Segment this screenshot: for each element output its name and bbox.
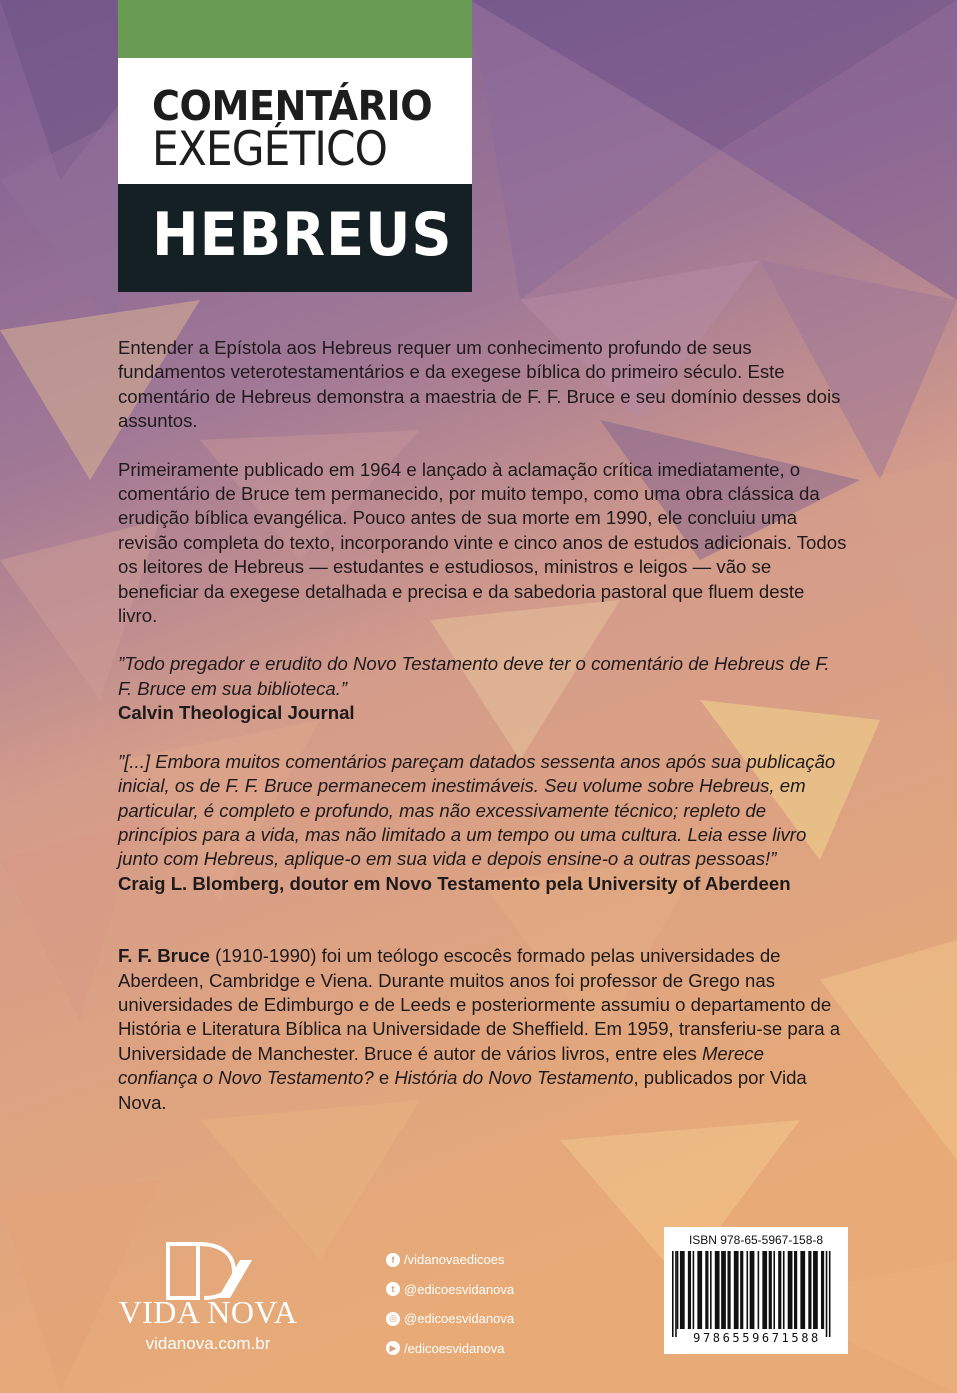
description-paragraph-1: Entender a Epístola aos Hebreus requer um conhecimento profundo de seus fundamentos veterotestamentários e da exegese bíblica do primeiro século. Este comentário de Hebreus demonstra a maestria de F. F. Bruce e seu domínio desses dois assuntos. (118, 337, 841, 432)
barcode-bar (734, 1251, 739, 1329)
author-bio (118, 944, 848, 1115)
facebook-icon: f (386, 1253, 400, 1267)
social-handle: @edicoesvidanova (404, 1281, 515, 1297)
barcode-bar (697, 1251, 702, 1329)
barcode-bar (758, 1251, 760, 1329)
endorsement-source-1: Calvin Theological Journal (118, 702, 355, 724)
social-link-youtube[interactable] (386, 1334, 586, 1364)
barcode-bars (672, 1251, 840, 1337)
publisher-url[interactable]: vidanova.com.br (145, 1334, 271, 1353)
author-name: F. F. Bruce (118, 945, 210, 967)
barcode-bar (746, 1251, 748, 1329)
barcode-bar (740, 1251, 743, 1329)
social-handle: /edicoesvidanova (404, 1340, 505, 1356)
barcode-bar (680, 1251, 685, 1329)
green-strip (118, 0, 472, 58)
title-block (118, 0, 472, 292)
series-title-line2: EXEGÉTICO (152, 122, 387, 177)
barcode-bar (762, 1251, 767, 1329)
series-title-line1: COMENTÁRIO (152, 82, 433, 130)
bio-text-1: (1910-1990) foi um teólogo escocês formado pelas universidades de Aberdeen, Cambridge e Viena. Durante muitos anos foi professor de Grego nas universidades de Edimburgo e de Leeds e posteriormente assumiu o departamento de História e Literatura Bíblica na Universidade de Sheffield. Em 1959, transferiu-se para a Universidade de Manchester. Bruce é autor de vários livros, entre eles (118, 945, 841, 1064)
barcode-bar (688, 1251, 691, 1329)
youtube-icon: ▶ (386, 1341, 400, 1355)
back-cover-text (118, 336, 848, 1115)
barcode-bar (773, 1251, 775, 1329)
instagram-icon: ◎ (386, 1312, 400, 1326)
barcode-bar (783, 1251, 785, 1329)
bio-text-2: e (373, 1067, 395, 1089)
social-handle: @edicoesvidanova (404, 1311, 515, 1327)
barcode-bar (769, 1251, 772, 1329)
endorsement-source-2: Craig L. Blomberg, doutor em Novo Testamento pela University of Aberdeen (118, 872, 791, 894)
publisher-logo (118, 1242, 298, 1362)
barcode-bar (821, 1251, 824, 1329)
barcode-bar (705, 1251, 708, 1329)
barcode-bar (750, 1251, 755, 1329)
bio-text-3: , publicados por Vida Nova. (118, 1067, 807, 1113)
bio-book-1: Merece confiança o Novo Testamento? (118, 1042, 764, 1089)
social-links (386, 1245, 586, 1363)
social-link-instagram[interactable] (386, 1304, 586, 1334)
endorsement-quote-2: ”[...] Embora muitos comentários pareçam datados sessenta anos após sua publicação inicial, os de F. F. Bruce permanecem inestimáveis. Seu volume sobre Hebreus, em particular, é completo e profundo, mas não excessivamente técnico; repleto de princípios para a vida, mas não limitado a um tempo ou uma cultura. Leia esse livro junto com Hebreus, aplique-o em sua vida e depois ensine-o a outras pessoas!” (118, 750, 836, 870)
barcode-guard-bar (826, 1251, 828, 1337)
description-paragraph-2: Primeiramente publicado em 1964 e lançado à aclamação crítica imediatamente, o comentário de Bruce tem permanecido, por muito tempo, como uma obra clássica da erudição bíblica evangélica. Pouco antes de sua morte em 1990, ele concluiu uma revisão completa do texto, incorporando vinte e cinco anos de estudos adicionais. Todos os leitores de Hebreus — estudantes e estudiosos, ministros e leigos — vão se beneficiar da exegese detalhada e precisa e da sabedoria pastoral que fluem deste livro. (118, 458, 847, 627)
barcode-bar (794, 1251, 797, 1329)
barcode-bar (800, 1251, 805, 1329)
barcode-bar (721, 1251, 726, 1329)
vida-nova-logo-icon (164, 1242, 254, 1300)
barcode-bar (727, 1251, 730, 1329)
barcode-bar (710, 1251, 712, 1329)
barcode-bar (808, 1251, 811, 1329)
social-handle: /vidanovaedicoes (404, 1252, 505, 1268)
book-title: HEBREUS (152, 200, 453, 270)
bio-book-2: História do Novo Testamento (394, 1067, 634, 1089)
social-link-twitter[interactable] (386, 1275, 586, 1305)
isbn-digits: 9786559671588 (693, 1331, 821, 1345)
barcode-guard-bar (829, 1251, 831, 1337)
barcode-bar (677, 1251, 679, 1329)
barcode-bar (715, 1251, 720, 1329)
barcode-guard-bar (672, 1251, 674, 1337)
social-link-facebook[interactable] (386, 1245, 586, 1275)
publisher-name: VIDA NOVA (118, 1294, 298, 1330)
barcode-guard-bar (675, 1251, 677, 1337)
barcode-bar (788, 1251, 793, 1329)
twitter-icon: t (386, 1282, 400, 1296)
barcode-bar (693, 1251, 695, 1329)
endorsement-quote-1: ”Todo pregador e erudito do Novo Testamento deve ter o comentário de Hebreus de F. F. Bruce em sua biblioteca.” (118, 653, 830, 699)
barcode-bar (813, 1251, 818, 1329)
isbn-label: ISBN 978-65-5967-158-8 (688, 1233, 824, 1247)
isbn-barcode (664, 1227, 848, 1354)
barcode-bar (778, 1251, 781, 1329)
